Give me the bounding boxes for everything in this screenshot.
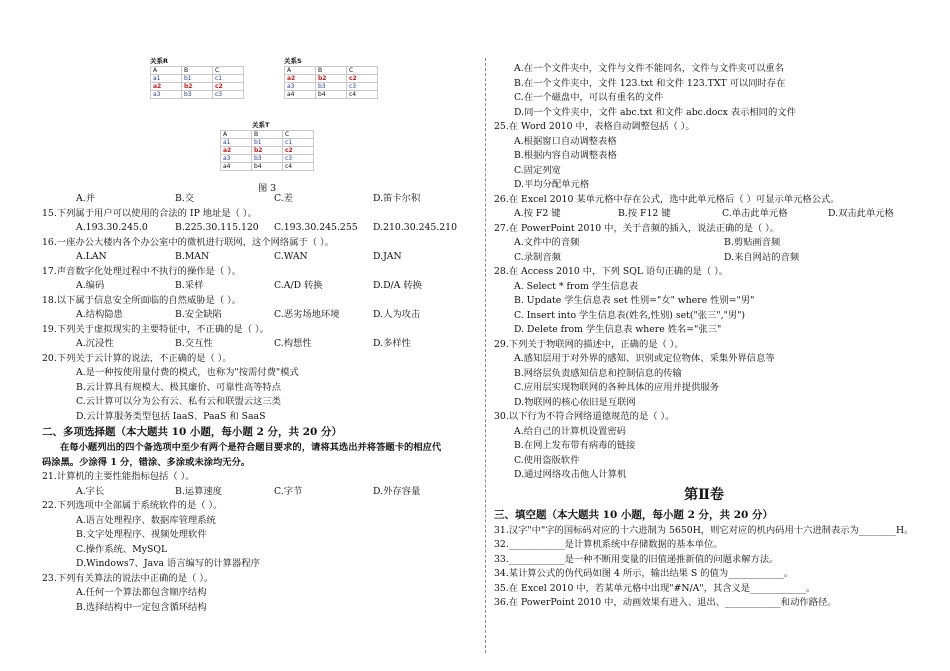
option: B.MAN	[175, 251, 210, 262]
option: B.剪贴画音频	[724, 237, 781, 248]
option: D.人为攻击	[373, 309, 421, 320]
option: D.多样性	[373, 338, 411, 349]
q16-options	[42, 250, 472, 265]
table-cell: c3	[347, 83, 378, 91]
q21-stem: 21.计算机的主要性能指标包括（ ）。	[42, 471, 195, 482]
option: A. Select * from 学生信息表	[514, 280, 639, 292]
option: C.构想性	[274, 338, 312, 349]
table-row	[285, 67, 378, 75]
option: B.运算速度	[175, 485, 222, 497]
figure-caption: 图 3	[258, 183, 277, 194]
relation-s-table	[284, 66, 378, 99]
table-cell: a3	[285, 83, 316, 91]
table-cell: C	[213, 67, 244, 75]
option: C.云计算可以分为公有云、私有云和联盟云这三类	[76, 396, 281, 407]
option: D.通过网络攻击他人计算机	[514, 469, 627, 480]
table-cell: a2	[151, 83, 182, 91]
table-row	[221, 163, 314, 171]
table-cell: a2	[285, 75, 316, 83]
table-cell: c1	[283, 139, 314, 147]
option: A.文件中的音频	[514, 237, 580, 248]
table-cell: a4	[221, 163, 252, 171]
q29-stem: 29.下列关于物联网的描述中，正确的是（ ）。	[494, 338, 684, 350]
table-row	[151, 91, 244, 99]
table-cell: b2	[252, 147, 283, 155]
option: B.交	[175, 193, 195, 204]
option: A.按 F2 键	[514, 208, 561, 219]
option: A.沉浸性	[76, 338, 114, 349]
table-row	[221, 155, 314, 163]
table-cell: c2	[347, 75, 378, 83]
table-cell: b2	[316, 75, 347, 83]
option: D.云计算服务类型包括 IaaS、PaaS 和 SaaS	[76, 410, 266, 422]
option: A.感知层用于对外界的感知、识别或定位物体、采集外界信息等	[514, 353, 775, 364]
q19-options	[42, 337, 472, 352]
table-cell: B	[252, 131, 283, 139]
option: D.Windows7、Java 语言编写的计算器程序	[76, 558, 260, 569]
option: A.编码	[76, 280, 105, 291]
option: B. Update 学生信息表 set 性别="女" where 性别="男"	[514, 295, 755, 306]
option: B.安全缺陷	[175, 309, 222, 320]
q21-options	[42, 485, 472, 500]
relation-r-title: 关系R	[150, 57, 169, 65]
option: A.语言处理程序、数据库管理系统	[76, 514, 216, 526]
option: A.LAN	[76, 251, 107, 262]
section-2-instructions-cont: 码涂黑。少涂得 1 分，错涂、多涂或未涂均无分。	[42, 456, 251, 468]
table-cell: b3	[252, 155, 283, 163]
table-cell: a4	[285, 91, 316, 99]
table-cell: b3	[316, 83, 347, 91]
option: A.193.30.245.0	[76, 222, 148, 233]
q27-options-row2	[494, 251, 914, 266]
option: D.D/A 转换	[373, 280, 422, 291]
table-cell: C	[347, 67, 378, 75]
option: C.恶劣场地环境	[274, 309, 340, 320]
option: B.采样	[175, 280, 204, 291]
q17-stem: 17.声音数字化处理过程中不执行的操作是（ ）。	[42, 265, 242, 277]
option: D.平均分配单元格	[514, 179, 590, 190]
figure-3	[42, 48, 472, 194]
option: A.在一个文件夹中，文件与文件不能同名，文件与文件夹可以重名	[514, 63, 784, 74]
table-cell: b4	[316, 91, 347, 99]
q30-stem: 30.以下行为不符合网络道德规范的是（ ）。	[494, 411, 675, 422]
option: C.差	[274, 193, 294, 204]
q18-options	[42, 308, 472, 323]
option: C.193.30.245.255	[274, 222, 358, 233]
table-row	[221, 131, 314, 139]
table-cell: a2	[221, 147, 252, 155]
q31: 31.汉字"中"字的国标码对应的十六进制为 5650H，则它对应的机内码用十六进制表示为________H。	[494, 524, 914, 536]
option: B.在网上发布带有病毒的链接	[514, 440, 636, 451]
option: B.选择结构中一定包含循环结构	[76, 601, 207, 613]
q27-stem: 27.在 PowerPoint 2010 中，关于音频的插入，说法正确的是（ ）。	[494, 222, 780, 234]
q15-options	[42, 221, 472, 236]
option: A.结构隐患	[76, 309, 123, 320]
option: B.网络层负责感知信息和控制信息的传输	[514, 367, 682, 379]
option: C.WAN	[274, 251, 308, 262]
option: C.在一个磁盘中，可以有重名的文件	[514, 92, 664, 103]
table-cell: b4	[252, 163, 283, 171]
option: A.任何一个算法都包含顺序结构	[76, 587, 207, 598]
table-cell: b1	[252, 139, 283, 147]
option: D.笛卡尔积	[373, 193, 421, 204]
option: D.210.30.245.210	[373, 222, 458, 233]
relation-t-table	[220, 130, 314, 171]
table-cell: b2	[182, 83, 213, 91]
q18-stem: 18.以下属于信息安全所面临的自然威胁是（ ）。	[42, 294, 242, 306]
table-cell: A	[221, 131, 252, 139]
option: B.在一个文件夹中，文件 123.txt 和文件 123.TXT 可以同时存在	[514, 77, 786, 89]
option: A.根据窗口自动调整表格	[514, 135, 617, 147]
option: D.外存容量	[373, 485, 421, 497]
option: D. Delete from 学生信息表 where 姓名="张三"	[514, 324, 722, 335]
table-cell: a3	[221, 155, 252, 163]
q26-stem: 26.在 Excel 2010 某单元格中存在公式，选中此单元格后（ ）可显示单元格公式。	[494, 193, 840, 205]
option: A.并	[76, 193, 95, 204]
option: A.给自己的计算机设置密码	[514, 425, 626, 437]
part-2-title: 第Ⅱ卷	[684, 486, 724, 503]
option: D.物联网的核心依旧是互联网	[514, 396, 636, 408]
table-cell: c2	[283, 147, 314, 155]
table-cell: c4	[283, 163, 314, 171]
q20-stem: 20.下列关于云计算的说法，不正确的是（ ）。	[42, 352, 232, 364]
table-cell: c1	[213, 75, 244, 83]
option: D.同一个文件夹中，文件 abc.txt 和文件 abc.docx 表示相同的文件	[514, 106, 796, 118]
section-3-title: 三、填空题（本大题共 10 小题，每小题 2 分，共 20 分）	[494, 508, 773, 521]
relation-t-title: 关系T	[252, 121, 270, 129]
option: C.录制音频	[514, 251, 561, 263]
option: C.单击此单元格	[722, 208, 788, 219]
q17-options	[42, 279, 472, 294]
q19-stem: 19.下列关于虚拟现实的主要特征中，不正确的是（ ）。	[42, 323, 269, 335]
q35: 35.在 Excel 2010 中，若某单元格中出现"#N/A"，其含义是____________。	[494, 582, 816, 594]
q27-options-row1	[494, 236, 914, 251]
table-row	[151, 83, 244, 91]
q25-stem: 25.在 Word 2010 中，表格自动调整包括（ ）。	[494, 121, 695, 132]
table-cell: c3	[213, 91, 244, 99]
q14-options	[42, 192, 472, 207]
option: B.文字处理程序、视频处理软件	[76, 529, 207, 540]
q23-stem: 23.下列有关算法的说法中正确的是（ ）。	[42, 572, 214, 584]
right-column	[494, 62, 914, 611]
relation-s-title: 关系S	[284, 57, 302, 65]
q34: 34.某计算公式的伪代码如图 4 所示，输出结果 S 的值为____________。	[494, 568, 794, 579]
table-cell: A	[285, 67, 316, 75]
table-row	[285, 83, 378, 91]
table-cell: b3	[182, 91, 213, 99]
option: C.A/D 转换	[274, 280, 323, 291]
q28-stem: 28.在 Access 2010 中，下列 SQL 语句正确的是（ ）。	[494, 266, 729, 277]
table-cell: a1	[221, 139, 252, 147]
q26-options	[494, 207, 914, 222]
table-cell: c4	[347, 91, 378, 99]
option: B.按 F12 键	[618, 208, 671, 219]
table-row	[151, 67, 244, 75]
q22-stem: 22.下列选项中全部属于系统软件的是（ ）。	[42, 500, 223, 511]
table-cell: a1	[151, 75, 182, 83]
q32: 32.____________是计算机系统中存储数据的基本单位。	[494, 539, 723, 550]
table-cell: B	[182, 67, 213, 75]
option: D.JAN	[373, 251, 402, 262]
section-2-title: 二、多项选择题（本大题共 10 小题，每小题 2 分，共 20 分）	[42, 426, 342, 438]
table-row	[285, 91, 378, 99]
column-divider	[485, 58, 486, 653]
table-row	[221, 139, 314, 147]
table-cell: a3	[151, 91, 182, 99]
option: B.225.30.115.120	[175, 222, 259, 233]
table-cell: A	[151, 67, 182, 75]
table-cell: c3	[283, 155, 314, 163]
relation-r-table	[150, 66, 244, 99]
option: C.操作系统、MySQL	[76, 543, 168, 555]
option: A.是一种按使用量付费的模式，也称为"按需付费"模式	[76, 367, 299, 378]
option: C. Insert into 学生信息表(姓名,性别) set("张三","男")	[514, 309, 746, 321]
left-column	[42, 48, 472, 615]
option: D.来自网站的音频	[724, 251, 800, 263]
option: C.字节	[274, 485, 303, 497]
q15-stem: 15.下列属于用户可以使用的合法的 IP 地址是（ ）。	[42, 207, 257, 219]
section-2-instructions: 在每小题列出的四个备选项中至少有两个是符合题目要求的，请将其选出并将答题卡的相应代	[60, 442, 442, 453]
q16-stem: 16.一座办公大楼内各个办公室中的微机进行联网，这个网络属于（ ）。	[42, 236, 334, 248]
option: C.应用层实现物联网的各种具体的应用并提供服务	[514, 382, 719, 393]
option: D.双击此单元格	[828, 208, 894, 219]
table-cell: C	[283, 131, 314, 139]
q33: 33.____________是一种不断用变量的旧值递推新值的问题求解方法。	[494, 553, 779, 565]
option: B.交互性	[175, 338, 213, 349]
table-row	[221, 147, 314, 155]
table-cell: c2	[213, 83, 244, 91]
table-cell: b1	[182, 75, 213, 83]
q36: 36.在 PowerPoint 2010 中，动画效果有进入、退出、____________和动作路径。	[494, 597, 837, 608]
table-row	[151, 75, 244, 83]
option: C.使用盗版软件	[514, 454, 580, 466]
option: C.固定列宽	[514, 164, 561, 176]
table-row	[285, 75, 378, 83]
option: A.字长	[76, 485, 105, 497]
option: B.根据内容自动调整表格	[514, 150, 617, 161]
option: B.云计算具有规模大、极其廉价、可靠性高等特点	[76, 381, 282, 393]
table-cell: B	[316, 67, 347, 75]
